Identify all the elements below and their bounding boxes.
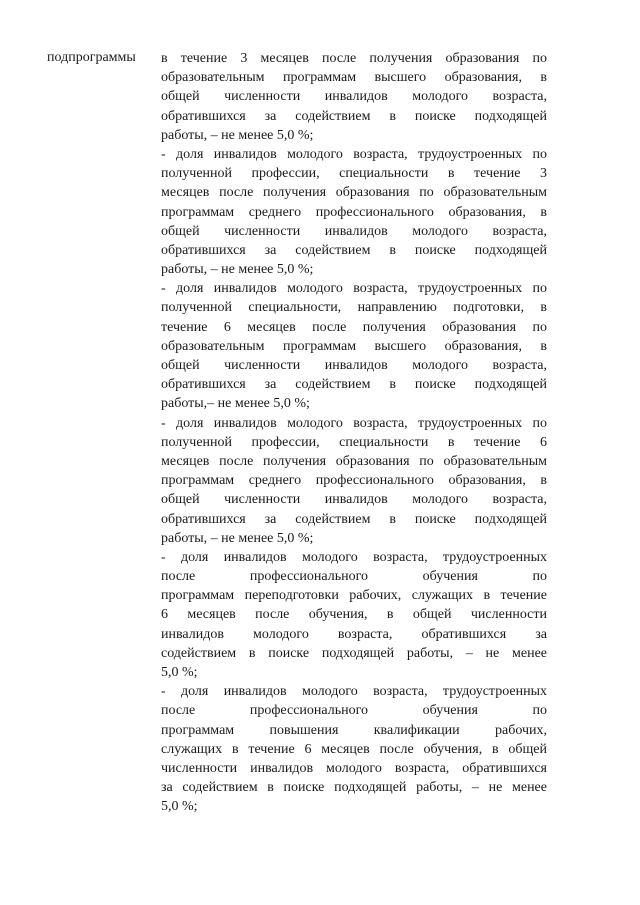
indicator-text xyxy=(161,49,547,817)
text-line: полученной профессии, специальности в течение 3 xyxy=(161,166,547,182)
text-line: работы, – не менее 5,0 %; xyxy=(161,530,314,546)
text-line: течение 6 месяцев после получения образования по xyxy=(161,319,547,335)
text-line: обратившихся за содействием в поиске подходящей xyxy=(161,108,547,124)
text-line: служащих в течение 6 месяцев после обучения, в общей xyxy=(161,741,547,757)
text-line: численности инвалидов молодого возраста, обратившихся xyxy=(161,760,547,776)
text-line: программам переподготовки рабочих, служащих в течение xyxy=(161,588,547,604)
text-line: работы, – не менее 5,0 %; xyxy=(161,127,314,143)
text-line: программам повышения квалификации рабочих, xyxy=(161,722,547,738)
text-line: месяцев после получения образования по образовательным xyxy=(161,453,547,469)
text-line: полученной профессии, специальности в течение 6 xyxy=(161,434,547,450)
text-line: обратившихся за содействием в поиске подходящей xyxy=(161,377,547,393)
text-line: общей численности инвалидов молодого возраста, xyxy=(161,223,547,239)
text-line: - доля инвалидов молодого возраста, трудоустроенных по xyxy=(161,415,547,431)
text-line: - доля инвалидов молодого возраста, трудоустроенных xyxy=(161,549,547,565)
text-line: - доля инвалидов молодого возраста, трудоустроенных по xyxy=(161,146,547,162)
text-line: обратившихся за содействием в поиске подходящей xyxy=(161,511,547,527)
text-line: содействием в поиске подходящей работы, – не менее xyxy=(161,645,547,661)
text-line: работы,– не менее 5,0 %; xyxy=(161,396,310,412)
text-line: полученной специальности, направлению подготовки, в xyxy=(161,300,547,316)
text-line: после профессионального обучения по xyxy=(161,703,547,719)
row-label: подпрограммы xyxy=(47,50,136,65)
text-line: образовательным программам высшего образования, в xyxy=(161,70,547,86)
text-line: после профессионального обучения по xyxy=(161,569,547,585)
text-line: 6 месяцев после обучения, в общей численности xyxy=(161,607,547,623)
text-line: 5,0 %; xyxy=(161,799,198,815)
text-line: программам среднего профессионального образования, в xyxy=(161,204,547,220)
text-line: за содействием в поиске подходящей работы, – не менее xyxy=(161,780,547,796)
text-line: - доля инвалидов молодого возраста, трудоустроенных xyxy=(161,684,547,700)
text-line: программам среднего профессионального образования, в xyxy=(161,473,547,489)
text-line: месяцев после получения образования по образовательным xyxy=(161,185,547,201)
text-line: инвалидов молодого возраста, обратившихся за xyxy=(161,626,547,642)
text-line: 5,0 %; xyxy=(161,665,198,680)
text-line: - доля инвалидов молодого возраста, трудоустроенных по xyxy=(161,281,547,297)
text-line: общей численности инвалидов молодого возраста, xyxy=(161,89,547,105)
text-line: обратившихся за содействием в поиске подходящей xyxy=(161,242,547,258)
text-line: работы, – не менее 5,0 %; xyxy=(161,262,314,278)
text-line: в течение 3 месяцев после получения образования по xyxy=(161,51,547,66)
text-line: общей численности инвалидов молодого возраста, xyxy=(161,492,547,508)
text-line: образовательным программам высшего образования, в xyxy=(161,338,547,354)
text-line: общей численности инвалидов молодого возраста, xyxy=(161,358,547,373)
